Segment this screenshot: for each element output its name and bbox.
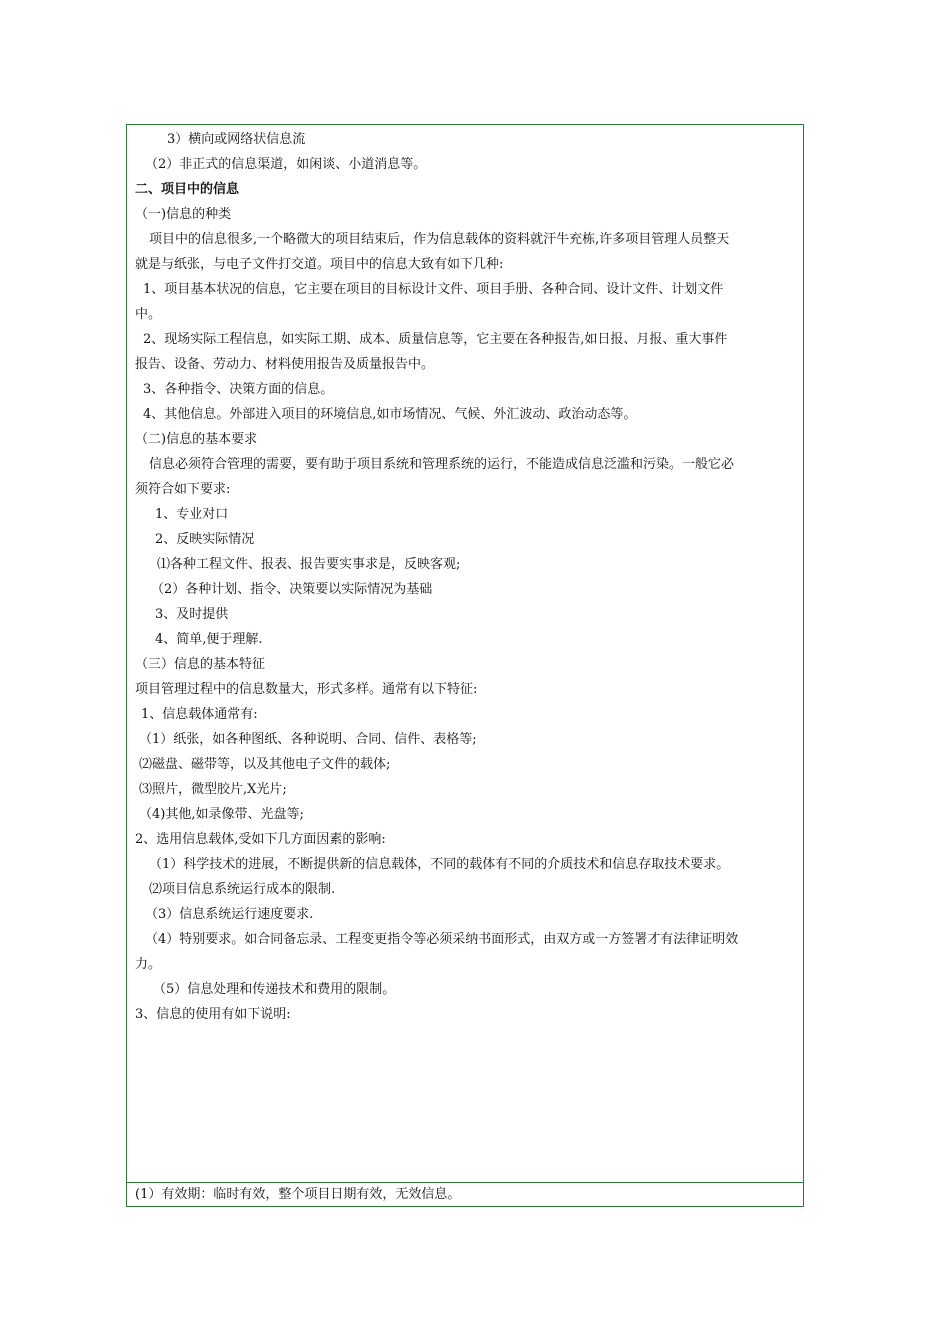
text-line: （3）信息系统运行速度要求. bbox=[145, 907, 314, 922]
text-line: （2）各种计划、指令、决策要以实际情况为基础 bbox=[151, 582, 433, 597]
text-line: 项目中的信息很多,一个略微大的项目结束后，作为信息载体的资料就汗牛充栋,许多项目管理人员整天 bbox=[149, 232, 730, 247]
text-line: 1、专业对口 bbox=[155, 507, 229, 522]
text-line: 4、其他信息。外部进入项目的环境信息,如市场情况、气候、外汇波动、政治动态等。 bbox=[143, 407, 637, 422]
text-line: （5）信息处理和传递技术和费用的限制。 bbox=[153, 982, 396, 997]
text-line: （4）特别要求。如合同备忘录、工程变更指令等必须采纳书面形式，由双方或一方签署才有法律证明效 bbox=[145, 932, 739, 947]
text-line: ⑶照片，微型胶片,X光片; bbox=[139, 782, 287, 797]
text-line: 4、简单,便于理解. bbox=[155, 632, 263, 647]
text-line: （1）科学技术的进展，不断提供新的信息载体，不同的载体有不同的介质技术和信息存取技术要求。 bbox=[149, 857, 730, 872]
text-line: 须符合如下要求: bbox=[135, 482, 231, 497]
footer-row-text: (1）有效期：临时有效，整个项目日期有效，无效信息。 bbox=[135, 1187, 461, 1202]
text-line: 报告、设备、劳动力、材料使用报告及质量报告中。 bbox=[135, 357, 435, 372]
text-line: ⑵磁盘、磁带等，以及其他电子文件的载体; bbox=[139, 757, 391, 772]
text-line: 3、各种指令、决策方面的信息。 bbox=[143, 382, 334, 397]
text-line: 力。 bbox=[135, 957, 162, 972]
text-line: 3）横向或网络状信息流 bbox=[167, 132, 306, 147]
text-line: （三）信息的基本特征 bbox=[135, 657, 266, 672]
document-table-frame bbox=[126, 124, 804, 1207]
text-line: ⑴各种工程文件、报表、报告要实事求是，反映客观; bbox=[157, 557, 461, 572]
text-line: 1、项目基本状况的信息，它主要在项目的目标设计文件、项目手册、各种合同、设计文件、计划文件 bbox=[143, 282, 724, 297]
text-line: （2）非正式的信息渠道，如闲谈、小道消息等。 bbox=[145, 157, 427, 172]
text-line: 3、及时提供 bbox=[155, 607, 229, 622]
text-line: （4)其他,如录像带、光盘等; bbox=[139, 807, 304, 822]
table-row-divider bbox=[127, 1182, 803, 1183]
text-line: 信息必须符合管理的需要，要有助于项目系统和管理系统的运行，不能造成信息泛滥和污染。一般它必 bbox=[149, 457, 735, 472]
text-line: （二)信息的基本要求 bbox=[135, 432, 258, 447]
text-line: 2、反映实际情况 bbox=[155, 532, 255, 547]
text-line: 2、选用信息载体,受如下几方面因素的影响: bbox=[135, 832, 386, 847]
text-line: 就是与纸张，与电子文件打交道。项目中的信息大致有如下几种: bbox=[135, 257, 504, 272]
text-line: ⑵项目信息系统运行成本的限制. bbox=[149, 882, 336, 897]
document-body bbox=[135, 127, 797, 1027]
text-line: （1）纸张，如各种图纸、各种说明、合同、信件、表格等; bbox=[139, 732, 477, 747]
text-line: 3、信息的使用有如下说明: bbox=[135, 1007, 291, 1022]
text-line: 1、信息载体通常有: bbox=[141, 707, 258, 722]
text-line: 项目管理过程中的信息数量大，形式多样。通常有以下特征: bbox=[135, 682, 478, 697]
text-line: 2、现场实际工程信息，如实际工期、成本、质量信息等，它主要在各种报告,如日报、月报、重大事件 bbox=[143, 332, 728, 347]
text-line: 中。 bbox=[135, 307, 162, 322]
text-line: （一)信息的种类 bbox=[135, 207, 232, 222]
section-heading: 二、项目中的信息 bbox=[135, 182, 240, 197]
